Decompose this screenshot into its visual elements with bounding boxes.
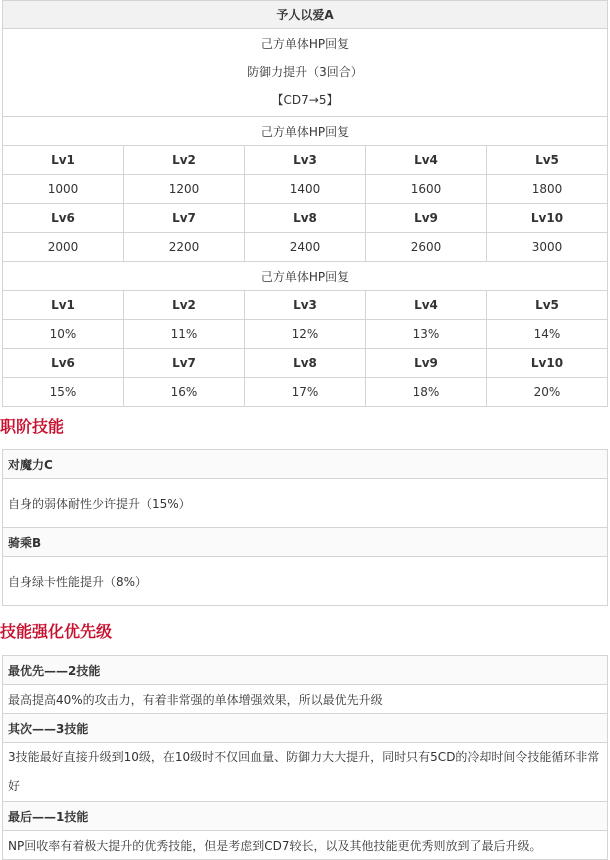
skill-effect: 己方单体HP回复 (260, 37, 350, 51)
priority-name: 最后——1技能 (3, 802, 608, 831)
level-header: Lv4 (366, 291, 487, 320)
priority-desc: 3技能最好直接升级到10级，在10级时不仅回血量、防御力大大提升，同时只有5CD的冷却时间令技能循环非常好 (3, 743, 608, 802)
level-value: 16% (124, 378, 245, 407)
level-header: Lv4 (366, 146, 487, 175)
class-skills-table (2, 449, 608, 606)
level-value: 2600 (366, 233, 487, 262)
level-value: 2000 (3, 233, 124, 262)
class-skills-title: 职阶技能 (0, 417, 65, 436)
level-header: Lv6 (3, 204, 124, 233)
level-value: 20% (487, 378, 608, 407)
priority-desc: 最高提高40%的攻击力，有着非常强的单体增强效果，所以最优先升级 (3, 685, 608, 714)
level-header: Lv10 (487, 204, 608, 233)
level-value: 2400 (245, 233, 366, 262)
level-header: Lv3 (245, 291, 366, 320)
priority-table (2, 655, 608, 860)
level-value: 14% (487, 320, 608, 349)
level-value: 13% (366, 320, 487, 349)
level-value: 11% (124, 320, 245, 349)
level-value: 10% (3, 320, 124, 349)
level-header: Lv3 (245, 146, 366, 175)
class-skill-name: 对魔力C (3, 450, 608, 479)
level-value: 12% (245, 320, 366, 349)
priority-desc: NP回收率有着极大提升的优秀技能，但是考虑到CD7较长，以及其他技能更优秀则放到了最后升级。 (3, 831, 608, 860)
level-value: 2200 (124, 233, 245, 262)
level-header: Lv6 (3, 349, 124, 378)
level-header: Lv8 (245, 204, 366, 233)
level-value: 1200 (124, 175, 245, 204)
level-value: 1600 (366, 175, 487, 204)
level-value: 1000 (3, 175, 124, 204)
level-value: 1400 (245, 175, 366, 204)
level-value: 18% (366, 378, 487, 407)
skill-effects (3, 29, 608, 117)
level-header: Lv5 (487, 291, 608, 320)
level-value: 17% (245, 378, 366, 407)
level-header: Lv8 (245, 349, 366, 378)
priority-name: 最优先——2技能 (3, 656, 608, 685)
priority-name: 其次——3技能 (3, 714, 608, 743)
level-header: Lv1 (3, 291, 124, 320)
level-value: 1800 (487, 175, 608, 204)
level-header: Lv10 (487, 349, 608, 378)
level-header: Lv1 (3, 146, 124, 175)
level-header: Lv7 (124, 204, 245, 233)
group-label: 己方单体HP回复 (3, 262, 608, 291)
group-label: 己方单体HP回复 (3, 117, 608, 146)
class-skill-name: 骑乘B (3, 528, 608, 557)
level-value: 3000 (487, 233, 608, 262)
class-skill-desc: 自身绿卡性能提升（8%） (3, 557, 608, 606)
level-header: Lv2 (124, 291, 245, 320)
level-header: Lv5 (487, 146, 608, 175)
skill-effect: 防御力提升（3回合） (247, 65, 363, 79)
priority-title: 技能强化优先级 (0, 622, 113, 641)
level-header: Lv9 (366, 349, 487, 378)
class-skill-desc: 自身的弱体耐性少许提升（15%） (3, 479, 608, 528)
level-value: 15% (3, 378, 124, 407)
skill-effect: 【CD7→5】 (271, 93, 339, 107)
skill-name: 予人以爱A (3, 1, 608, 29)
level-header: Lv7 (124, 349, 245, 378)
level-header: Lv2 (124, 146, 245, 175)
skill-table (2, 0, 608, 407)
level-header: Lv9 (366, 204, 487, 233)
